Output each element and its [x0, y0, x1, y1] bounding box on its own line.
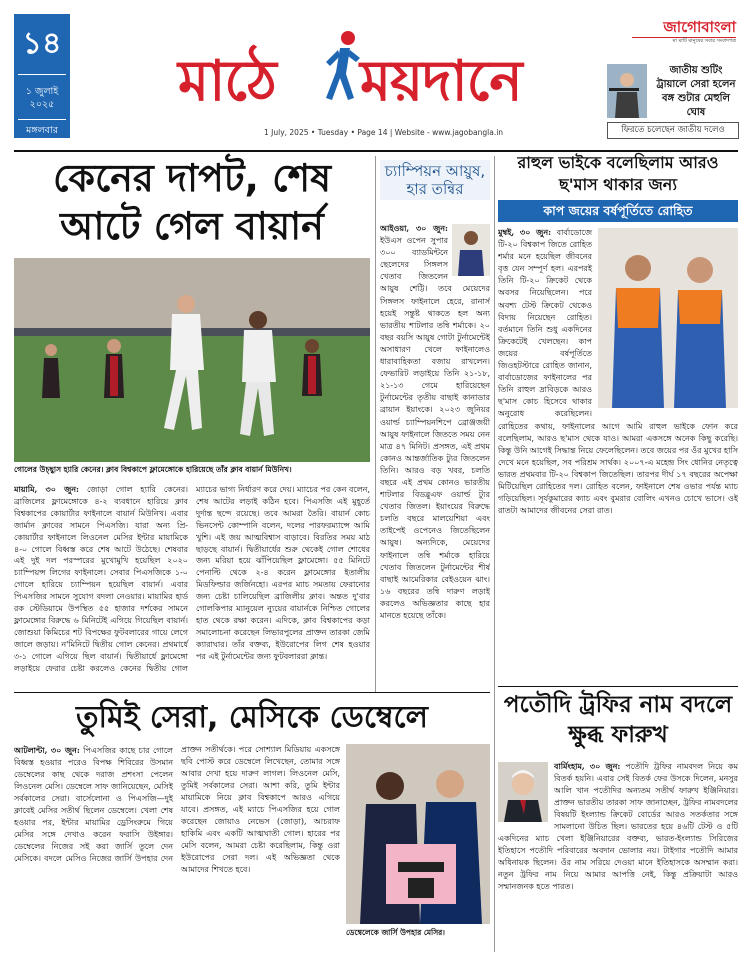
- portrait-icon: [498, 762, 548, 822]
- section-logo: [178, 28, 578, 112]
- brand-name: জাগোবাংলা: [663, 18, 736, 36]
- badminton-headline[interactable]: চ্যাম্পিয়ন আয়ুষ, হার তন্বির: [380, 160, 490, 200]
- column-divider: [494, 156, 495, 952]
- lead-dateline: মায়ামি, ৩০ জুন:: [14, 484, 80, 494]
- messi-article-body: [14, 744, 340, 950]
- messi-article: [14, 744, 490, 950]
- page-dateline: 1 July, 2025 • Tuesday • Page 14 | Website - www.jagobangla.in: [264, 128, 504, 137]
- brand-tagline: মা মাটি মানুষের সবার সংবাদপত্র: [632, 37, 736, 46]
- rohit-headline[interactable]: রাহুল ভাইকে বলেছিলাম আরও ছ'মাস থাকার জন্য: [517, 153, 719, 194]
- badminton-player-photo: [452, 224, 490, 276]
- rohit-dateline: মুম্বই, ৩০ জুন:: [498, 227, 552, 237]
- pataudi-headline[interactable]: পতৌদি ট্রফির নাম বদলে ক্ষুব্ধ ফারুখ: [503, 692, 733, 748]
- two-cricketers-photo: [598, 228, 738, 408]
- logo-word-left: মাঠে: [178, 49, 276, 114]
- teaser-footer: ফিরতে চলেছেন জাতীয় দলেও: [607, 122, 739, 139]
- lead-body-text: জোড়া গোল হ্যারি কেনের। ব্রাজিলের ফ্লামেঙ্গোকে ৪-২ ব্যবধানে হারিয়ে ক্লাব বিশ্বকাপের কোয়ার্টার ফাইনালে বায়ার্ন মিউনিখ। এবার জার্মান ক্লাবের সামনে পিএসজি। যারা অন্য প্রি-কোয়ার্টার ফাইনালে লিওনেল মেসির ইন্টার মায়ামিকে ৪-০ গোলে বিধ্বস্ত করে শেষ আটে উঠেছে। শেষবার এই দুই দল পরস্পরের মুখোমুখি হয়েছিল ২০২০ চ্যাম্পিয়ন্স লিগের ফাইনালে। সেবার পিএসজিকে ১-০ গোলে হারিয়ে চ্যাম্পিয়ন হয়েছিল বায়ার্ন। এবার পিএসজির সামনে সুযোগ বদলা নেওয়ার। মায়ামির হার্ড রক স্টেডিয়ামে উপস্থিত ৫৫ হাজার দর্শকের সামনে ফ্লামেঙ্গোর বিরুদ্ধে ৬ মিনিটেই এগিয়ে গিয়েছিল বায়ার্ন। জোশুয়া কিমিচের শট বিপক্ষের ফুটবলারের গায়ে লেগে জালে জড়ায়। ন'মিনিটে দ্বিতীয় গোল কেনের। প্রথমার্ধে ৩-১ গোলে এগিয়ে ছিল বায়ার্ন। দ্বিতীয়ার্ধে ফ্লামেঙ্গো লড়াইয়ে ফেরার চেষ্টা করলেও কেনের দ্বিতীয় গোল ম্যাচের ভাগ্য নির্ধারণ করে দেয়। ম্যাচের পর কেন বলেন, শেষ আটের লড়াই কঠিন হবে। পিএসজি এই মুহূর্তে দুর্দান্ত ছন্দে রয়েছে। তবে আমরা তৈরি। বায়ার্ন কোচ ভিনসেন্ট কোম্পানি বলেন, দলের পারফরম্যান্সে আমি খুশি। এই জয় আত্মবিশ্বাস বাড়াবে। বিরতির সময় মাঠ ছাড়ছে বায়ার্ন। দ্বিতীয়ার্ধের শুরু থেকেই গোল শোধের জন্য মরিয়া হয়ে ঝাঁপিয়েছিল ফ্লামেঙ্গো। ৫৫ মিনিটে পেনাল্টি থেকে ২-৪ করেন ফ্লামেঙ্গোর ইতালীয় মিডফিল্ডার জর্জিনহো। এরপর ম্যাচ সমতায় ফেরানোর জন্য চেষ্টা চালিয়েছিল ব্রাজিলীয় ক্লাব। অন্তত দু'বার গোলকিপার ম্যানুয়েল ন্যুয়ের বায়ার্নকে নিশ্চিত গোলের হাত থেকে রক্ষা করেন। এদিকে, ক্লাব বিশ্বকাপের কড়া সমালোচনা করেছেন লিভারপুলের প্রাক্তন তারকা জেমি ক্যারাঘার। তাঁর বক্তব্য, ইউরোপের লিগ শেষ হওয়ার পর এই টুর্নামেন্টের জন্য ফুটবলাররা ক্লান্ত।: [14, 485, 370, 673]
- shooter-photo-icon: [607, 64, 647, 118]
- messi-dateline: আটলান্টা, ৩০ জুন:: [14, 745, 80, 755]
- section-rule: [498, 686, 738, 687]
- badminton-article-body: [380, 222, 490, 768]
- messi-headline[interactable]: তুমিই সেরা, মেসিকে ডেম্বেলে: [76, 700, 428, 735]
- lead-photo-caption: গোলের উচ্ছ্বাস হ্যারি কেনের। ক্লাব বিশ্বকাপে ফ্লামেঙ্গোকে হারিয়েছে তাঁর ক্লাব বায়ার্ন মিউনিখ।: [14, 465, 292, 474]
- teaser-text: জাতীয় শুটিং ট্রায়ালে সেরা হলেন বঙ্গ শুটার মেহুলি ঘোষ: [656, 65, 736, 118]
- issue-date: ১ জুলাই ২০২৫: [18, 74, 66, 111]
- players-jersey-photo: [346, 744, 490, 924]
- badminton-dateline: আইওয়া, ৩০ জুন:: [380, 223, 448, 233]
- lead-article-body: [14, 484, 370, 698]
- rohit-dravid-photo: [598, 228, 738, 408]
- pataudi-article-body: [498, 760, 738, 950]
- date-box: [14, 14, 70, 138]
- lead-photo: [14, 258, 370, 462]
- rohit-body-text: বার্বাডোজে টি-২০ বিশ্বকাপ জিতে রোহিত শর্মার মনে হয়েছিল জীবনের বৃত্ত যেন সম্পূর্ণ হল। এরপরই তিনি টি-২০ ক্রিকেট থেকে অবসর নিয়েছিলেন। পরে অবশ্য টেস্ট ক্রিকেট থেকেও বিদায় নিয়েছেন রোহিত। বর্তমানে তিনি শুধু একদিনের ক্রিকেটেই খেলছেন। কাপ জয়ের বর্ষপূর্তিতে জিওহটস্টারে রোহিত জানান, বার্বাডোজের ফাইনালের পর তিনি রাহুল দ্রাবিড়কে আরও ছ'মাস কোচ হিসেবে থাকার অনুরোধ করেছিলেন। রোহিতের কথায়, ফাইনালের আগে আমি রাহুল ভাইকে ফোন করে বলেছিলাম, আরও ছ'মাস থেকে যাও। আমরা একসঙ্গে অনেক কিছু করেছি। কিন্তু উনি আগেই সিদ্ধান্ত নিয়ে ফেলেছিলেন। তবে জয়ের পর ওঁর মুখের হাসি দেখে মনে হয়েছিল, সব পরিশ্রম সার্থক। ২০০৭-এ মহেন্দ্র সিং ধোনির নেতৃত্বে ভারত প্রথমবার টি-২০ বিশ্বকাপ জিতেছিল। তারপর দীর্ঘ ১৭ বছরের অপেক্ষা মিটিয়েছিল রোহিতের দল। রোহিত বলেন, ফাইনালে শেষ ওভার পর্যন্ত ম্যাচ গড়িয়েছিল। সূর্যকুমারের ক্যাচ এবং বুমরার বোলিং এখনও চোখে ভাসে। ওই রাতটা আমাদের জীবনের সেরা রাত।: [498, 228, 738, 516]
- farokh-photo: [498, 762, 548, 822]
- page-number: ১৪: [22, 26, 62, 61]
- rohit-subheadline: কাপ জয়ের বর্ষপূর্তিতে রোহিত: [498, 200, 738, 222]
- player-photo-icon: [452, 224, 490, 276]
- masthead: [0, 0, 750, 150]
- lead-headline[interactable]: কেনের দাপট, শেষ আটে গেল বায়ার্ন: [52, 156, 332, 248]
- badminton-body-text: ইউএস ওপেন সুপার ৩০০ ব্যাডমিন্টনে ছেলেদের সিঙ্গলস খেতাব জিতলেন আয়ুষ শেট্টি। তবে মেয়েদের সিঙ্গলস ফাইনালে হেরে, রানার্স হয়েই সন্তুষ্ট থাকতে হল অন্য ভারতীয় শাটলার তন্বি শর্মাকে। ২০ বছর বয়সি আয়ুষ গোটা টুর্নামেন্টেই অসাধারণ খেলে ফাইনালেও ধারাবাহিকতা বজায় রাখলেন। ফেভারিট লড়াইয়ে তিনি ২১-১৮, ২১-১৩ গেমে হারিয়েছেন টুর্নামেন্টের তৃতীয় বাছাই কানাডার ব্রায়ান ইয়াংকে। ২০২৩ জুনিয়র ওয়ার্ল্ড চ্যাম্পিয়নশিপে ব্রোঞ্জজয়ী আয়ুষ ফাইনালে জিততে সময় নেন মাত্র ৪৭ মিনিট। প্রসঙ্গত, এই প্রথম কোনও আন্তর্জাতিক ট্যুর জিতলেন তিনি। আরও বড় খবর, চলতি বছরে এই প্রথম কোনও ভারতীয় শাটলার বিডব্লুএফ ওয়ার্ল্ড ট্যুর খেতাব জিতল। ইয়াংয়ের বিরুদ্ধে চলতি বছরে মালয়েশিয়া এবং তাইপেই ওপেনেও জিতেছিলেন আয়ুষ। অন্যদিকে, মেয়েদের ফাইনালে তন্বি শর্মাকে হারিয়ে খেতাব জিতলেন টুর্নামেন্টের শীর্ষ বাছাই আমেরিকার বেইওয়েন ঝাং। ১৬ বছরের তন্বি দারুণ লড়াই করলেও অভিজ্ঞতার কাছে হার মানতে হয়েছে তাঁকে।: [380, 236, 490, 620]
- rohit-article-body: [498, 226, 738, 706]
- teaser-photo: [607, 64, 647, 118]
- messi-body-text: পিএসজির কাছে চার গোলে বিধ্বস্ত হওয়ার পরেও বিপক্ষ শিবিরের উসমান ডেম্বেলের কাছ থেকে দরাজ প্রশংসা পেলেন লিওনেল মেসি। ডেম্বেলে সাফ জানিয়েছেন, মেসিই সর্বকালের সেরা। বার্সেলোনা ও পিএসজি—দুই ক্লাবেই মেসির সতীর্থ ছিলেন ডেম্বেলে। খেলা শেষ হওয়ার পর, ইন্টার মায়ামির ড্রেসিংরুমে গিয়ে মেসির সঙ্গে দেখাও করেন ফরাসি উইঙ্গার। ডেম্বেলের নিজের সই করা জার্সি তুলে দেন মেসিকে। বদলে মেসিও নিজের জার্সি উপহার দেন প্রাক্তন সতীর্থকে। পরে সোশ্যাল মিডিয়ায় একসঙ্গে ছবি পোস্ট করে ডেম্বেলে লিখেছেন, তোমার সঙ্গে আবার দেখা হয়ে দারুণ লাগল। লিওনেল মেসি, তুমিই সর্বকালের সেরা। আশা করি, তুমি ইন্টার মায়ামিকে নিয়ে ক্লাব বিশ্বকাপে আরও এগিয়ে যাবে। প্রসঙ্গত, এই ম্যাচে পিএসজির হয়ে গোল করেছেন জোয়াও নেভেস (জোড়া), আচরাফ হাকিমি এবং একটি আত্মঘাতী গোল। হারের পর মেসি বলেন, আমরা চেষ্টা করেছিলাম, কিন্তু ওরা ইউরোপের সেরা দল। এই অভিজ্ঞতা থেকে আমাদের শিখতে হবে।: [14, 745, 340, 874]
- brand-logo: [632, 18, 736, 46]
- issue-weekday: মঙ্গলবার: [18, 119, 66, 142]
- pataudi-body-text: পতৌদি ট্রফির নামবদল নিয়ে কম বিতর্ক হয়নি। এবার সেই বিতর্ক ফের উসকে দিলেন, মনসুর আলি খান পতৌদির অন্যতম সতীর্থ ফারুখ ইঞ্জিনিয়ার। প্রাক্তন ভারতীয় তারকা সাফ জানাচ্ছেন, ট্রফির নামবদলের বিষয়টি ইংল্যান্ড ক্রিকেট বোর্ডের আরও সতর্কতার সঙ্গে সামলানো উচিত ছিল। ভারতের হয়ে ৪৬টি টেস্ট ও ৫টি একদিনের ম্যাচ খেলা ইঞ্জিনিয়ারের বক্তব্য, ভারত-ইংল্যান্ড সিরিজের ইতিহাসে পতৌদি পরিবারের অবদান ভোলার নয়। টাইগার পতৌদি আমার অধিনায়ক ছিলেন। ওঁর নাম সরিয়ে দেওয়া মানে ইতিহাসকে অসম্মান করা। নতুন ট্রফির নাম নিয়ে আমার আপত্তি নেই, কিন্তু প্রক্রিয়াটা আরও সম্মানজনক হতে পারত।: [498, 762, 738, 891]
- footballer-icon: [318, 28, 362, 112]
- section-rule: [14, 692, 490, 693]
- football-match-photo: [14, 258, 370, 462]
- logo-word-right: ময়দানে: [360, 49, 522, 114]
- teaser-box[interactable]: [607, 64, 739, 122]
- pataudi-dateline: বার্মিংহাম, ৩০ জুন:: [554, 761, 621, 771]
- messi-dembele-photo: [346, 744, 490, 924]
- messi-photo-caption: ডেম্বেলেকে জার্সি উপহার মেসির।: [346, 928, 445, 937]
- column-divider: [375, 156, 376, 692]
